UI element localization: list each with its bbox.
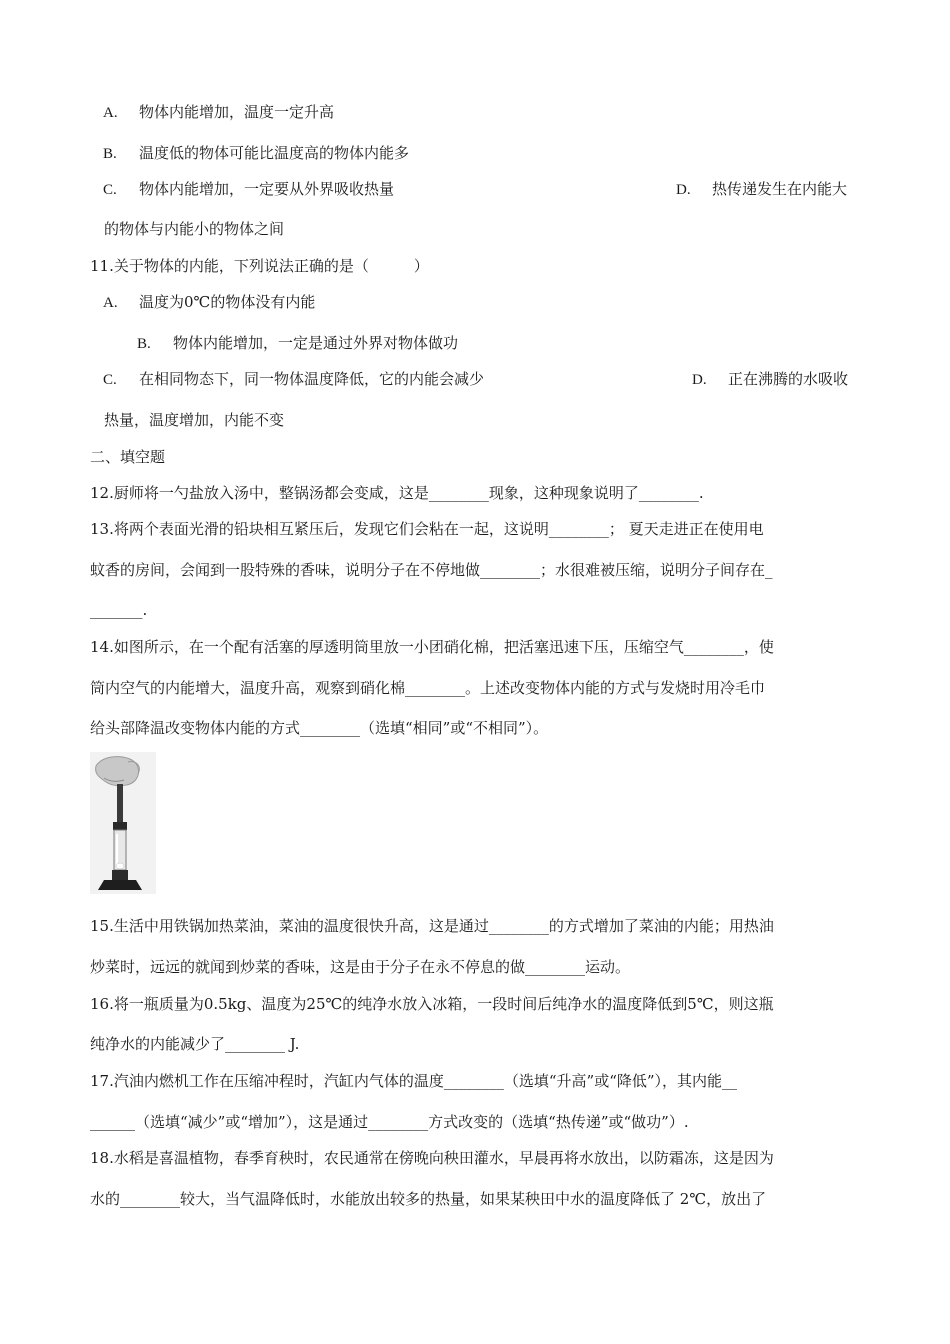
q10-option-d [676, 179, 847, 200]
q10-option-c [103, 179, 394, 200]
option-text: 正在沸腾的水吸收 [728, 370, 849, 388]
option-text: 在相同物态下，同一物体温度降低，它的内能会减少 [139, 370, 485, 388]
option-text: 热传递发生在内能大 [712, 180, 848, 198]
q14-line-3: 给头部降温改变物体内能的方式________（选填“相同”或“不相同”）。 [90, 719, 549, 737]
q11-option-c [103, 369, 484, 390]
section-title: 二、填空题 [90, 448, 166, 466]
q18-line-1: 18.水稻是喜温植物，春季育秧时，农民通常在傍晚向秧田灌水，早晨再将水放出，以防霜冻，这是因为 [90, 1149, 774, 1167]
q10-option-d-continued: 的物体与内能小的物体之间 [104, 220, 285, 238]
compression-cylinder-image [90, 752, 156, 894]
option-letter: D. [676, 182, 691, 198]
q11-option-d [692, 369, 848, 390]
option-letter: B. [137, 336, 151, 352]
q10-option-a [103, 102, 334, 123]
option-letter: A. [103, 295, 118, 311]
q15-line-2: 炒菜时，远远的就闻到炒菜的香味，这是由于分子在永不停息的做________运动。 [90, 958, 631, 976]
option-text: 温度低的物体可能比温度高的物体内能多 [139, 144, 410, 162]
option-letter: C. [103, 372, 117, 388]
option-letter: A. [103, 105, 118, 121]
q11-option-a [103, 292, 315, 313]
q16-line-2: 纯净水的内能减少了________ J. [90, 1035, 300, 1053]
q11-option-d-continued: 热量，温度增加，内能不变 [104, 411, 285, 429]
q13-line-3: _______. [90, 601, 148, 619]
q14-line-1: 14.如图所示，在一个配有活塞的厚透明筒里放一小团硝化棉，把活塞迅速下压，压缩空气________，使 [90, 638, 774, 656]
option-letter: D. [692, 372, 707, 388]
q16-line-1: 16.将一瓶质量为0.5kg、温度为25℃的纯净水放入冰箱，一段时间后纯净水的温度降低到5℃，则这瓶 [90, 995, 774, 1013]
option-letter: C. [103, 182, 117, 198]
option-text: 温度为0℃的物体没有内能 [139, 293, 316, 311]
q10-option-b [103, 143, 409, 164]
q13-line-1: 13.将两个表面光滑的铅块相互紧压后，发现它们会粘在一起，这说明________； 夏天走进正在使用电 [90, 520, 764, 538]
q15-line-1: 15.生活中用铁锅加热菜油，菜油的温度很快升高，这是通过________的方式增加了菜油的内能；用热油 [90, 917, 774, 935]
q13-line-2: 蚊香的房间，会闻到一股特殊的香味，说明分子在不停地做________；水很难被压缩，说明分子间存在_ [90, 561, 773, 579]
option-text: 物体内能增加，温度一定升高 [139, 103, 335, 121]
q17-line-1: 17.汽油内燃机工作在压缩冲程时，汽缸内气体的温度________（选填“升高”或“降低”），其内能__ [90, 1072, 738, 1090]
q11-stem: 11.关于物体的内能，下列说法正确的是（ ） [90, 257, 429, 275]
compression-cylinder-figure [90, 752, 156, 894]
q17-line-2: ______（选填“减少”或“增加”），这是通过________方式改变的（选填“热传递”或“做功”）. [90, 1113, 689, 1131]
option-letter: B. [103, 146, 117, 162]
q14-line-2: 筒内空气的内能增大，温度升高，观察到硝化棉________。上述改变物体内能的方式与发烧时用冷毛巾 [90, 679, 766, 697]
q11-option-b [137, 333, 458, 354]
q18-line-2: 水的________较大，当气温降低时，水能放出较多的热量，如果某秧田中水的温度降低了 2℃，放出了 [90, 1190, 767, 1208]
option-text: 物体内能增加，一定要从外界吸收热量 [139, 180, 395, 198]
option-text: 物体内能增加，一定是通过外界对物体做功 [173, 334, 459, 352]
q12-text: 12.厨师将一勺盐放入汤中，整锅汤都会变咸，这是________现象，这种现象说明了________. [90, 484, 704, 502]
